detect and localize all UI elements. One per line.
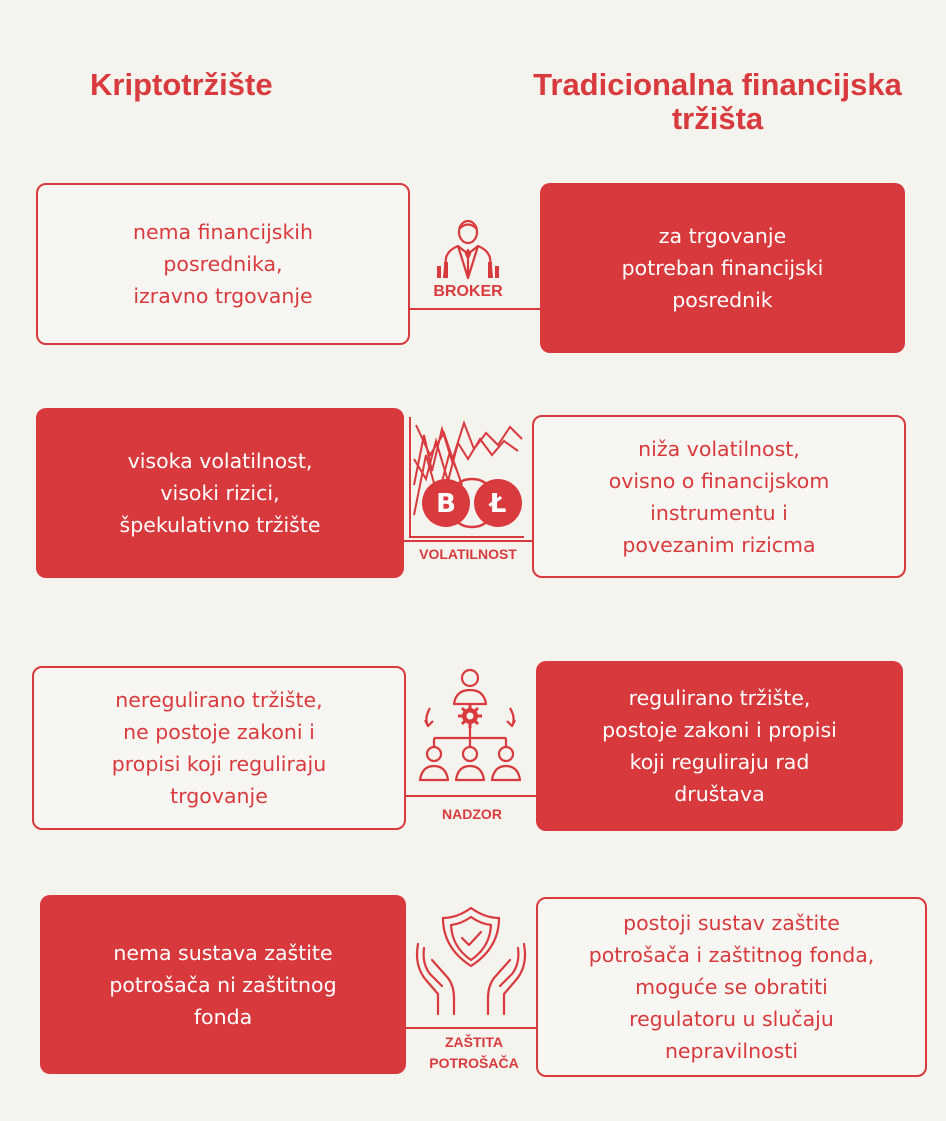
volatility-chart-icon	[406, 415, 528, 540]
traditional-supervision-box: regulirano tržište, postoje zakoni i propisi koji reguliraju rad društava	[536, 661, 903, 831]
traditional-consumer-protection-box: postoji sustav zaštite potrošača i zaštitnog fonda, moguće se obratiti regulatoru u slučaju nepravilnosti	[536, 897, 927, 1077]
traditional-volatility-box: niža volatilnost, ovisno o financijskom instrumentu i povezanim rizicma	[532, 415, 906, 578]
crypto-consumer-protection-box: nema sustava zaštite potrošača ni zaštitnog fonda	[40, 895, 406, 1074]
volatility-label: VOLATILNOST	[419, 546, 517, 562]
broker-connector-line	[410, 308, 540, 310]
crypto-volatility-box: visoka volatilnost, visoki rizici, špekulativno tržište	[36, 408, 404, 578]
crypto-supervision-box: neregulirano tržište, ne postoje zakoni i propisi koji reguliraju trgovanje	[32, 666, 406, 830]
crypto-broker-box: nema financijskih posrednika, izravno trgovanje	[36, 183, 410, 345]
broker-label: BROKER	[433, 283, 503, 300]
traditional-broker-box: za trgovanje potreban financijski posrednik	[540, 183, 905, 353]
consumer-protection-connector-line	[406, 1027, 536, 1029]
svg-text:Ł: Ł	[489, 489, 507, 519]
left-column-title: Kriptotržište	[90, 67, 273, 102]
volatility-connector-line	[404, 540, 534, 542]
consumer-protection-icon	[412, 904, 530, 1018]
supervision-label: NADZOR	[442, 806, 502, 822]
supervision-connector-line	[406, 795, 536, 797]
right-column-title: Tradicionalna financijska tržišta	[533, 67, 902, 136]
consumer-protection-label: ZAŠTITA POTROŠAČA	[429, 1034, 519, 1071]
supervision-icon	[410, 666, 530, 786]
broker-icon	[436, 218, 500, 280]
svg-text:B: B	[436, 489, 456, 519]
